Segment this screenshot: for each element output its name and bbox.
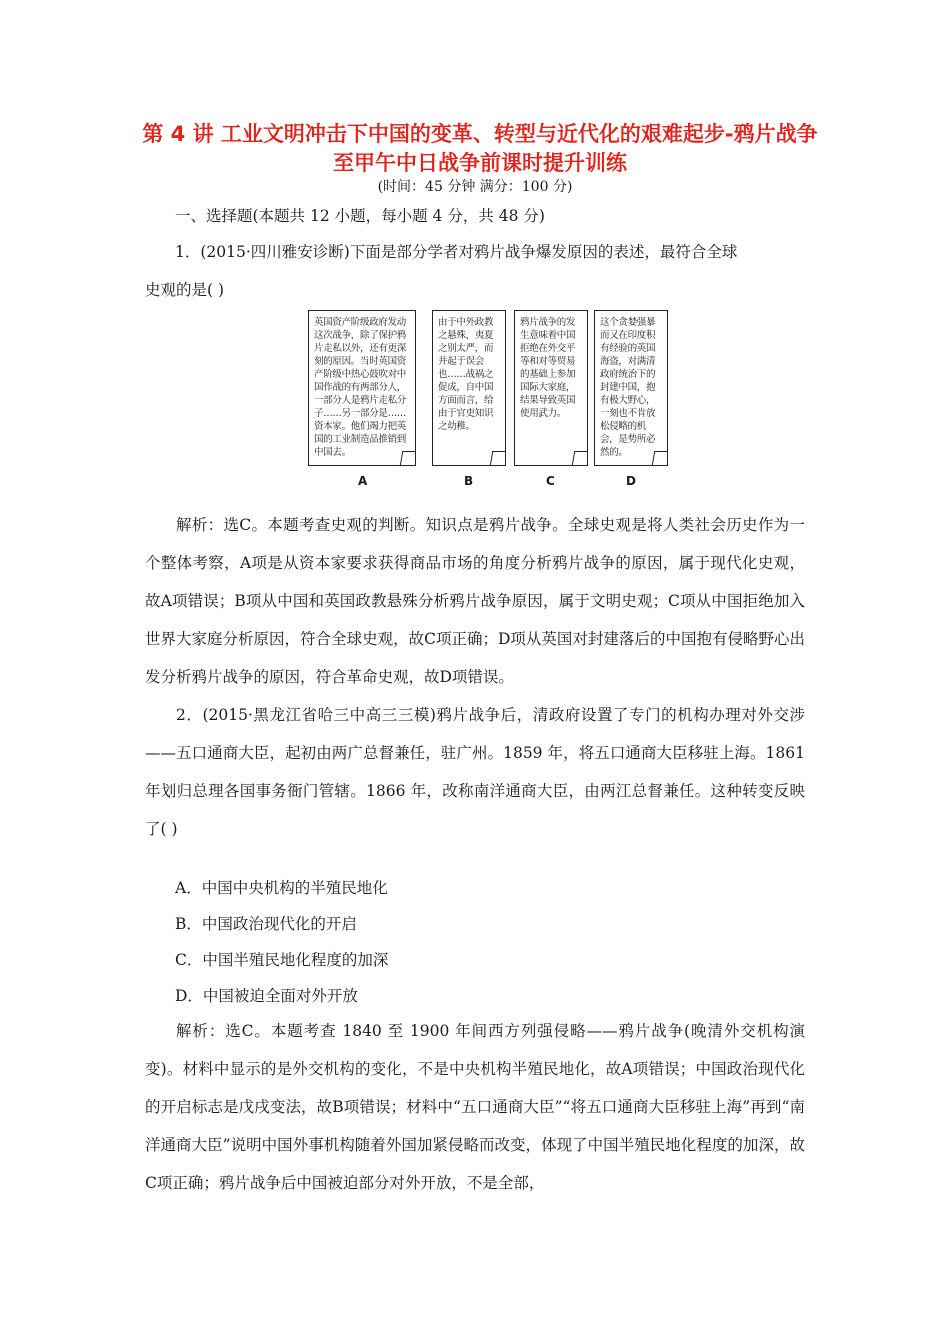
card-d-label: D <box>626 474 636 488</box>
card-c <box>514 310 588 466</box>
q2-option-d: D．中国被迫全面对外开放 <box>175 987 358 1005</box>
q2-option-a: A．中国中央机构的半殖民地化 <box>175 879 388 897</box>
q2-option-b: B．中国政治现代化的开启 <box>175 915 357 933</box>
card-d-text: 这个贪婪强暴而又在印度积有经验的英国海盗，对满清政府统治下的封建中国，抱有极大野心，一刻也不肯放松侵略的机会，是势所必然的。 <box>600 317 656 458</box>
q1-analysis: 解析：选C。本题考查史观的判断。知识点是鸦片战争。全球史观是将人类社会历史作为一个整体考察，A项是从资本家要求获得商品市场的角度分析鸦片战争的原因，属于现代化史观，故A项错误；B项从中国和英国政教悬殊分析鸦片战争原因，属于文明史观；C项从中国拒绝加入世界大家庭分析原因，符合全球史观，故C项正确；D项从英国对封建落后的中国抱有侵略野心出发分析鸦片战争的原因，符合革命史观，故D项错误。 <box>145 516 805 686</box>
q1-stem-line1: 1．(2015·四川雅安诊断)下面是部分学者对鸦片战争爆发原因的表述，最符合全球 <box>175 243 738 261</box>
card-a <box>308 310 416 466</box>
card-d <box>594 310 668 466</box>
section-heading: 一、选择题(本题共 12 小题，每小题 4 分，共 48 分) <box>175 207 545 225</box>
card-fold <box>652 451 668 466</box>
card-fold <box>572 451 588 466</box>
q1-stem-line2: 史观的是( ) <box>145 281 225 299</box>
card-c-text: 鸦片战争的发生意味着中国拒绝在外交平等和对等贸易的基础上参加国际大家庭，结果导致英国使用武力。 <box>520 317 576 419</box>
card-b-label: B <box>464 474 474 488</box>
card-fold <box>400 451 416 466</box>
q1-figure <box>308 310 656 490</box>
card-b-text: 由于中外政教之悬殊，夷夏之别太严，而并起于误会也……战祸之促成，自中国方面而言，给由于官吏知识之幼稚。 <box>438 317 494 432</box>
card-a-label: A <box>358 474 368 488</box>
card-a-text: 英国资产阶级政府发动这次战争，除了保护鸦片走私以外，还有更深刻的原因。当时英国资产阶级中热心鼓吹对中国作战的有两部分人，一部分人是鸦片走私分子……另一部分是……资本家。他们竭力把英国的工业制造品推销到中国去。 <box>314 317 407 458</box>
q2-stem: 2．(2015·黑龙江省哈三中高三三模)鸦片战争后，清政府设置了专门的机构办理对外交涉——五口通商大臣，起初由两广总督兼任，驻广州。1859 年，将五口通商大臣移驻上海。1861 年划归总理各国事务衙门管辖。1866 年，改称南洋通商大臣，由两江总督兼任。这种转变反映了( ) <box>145 706 805 838</box>
page-title: 第 4 讲 工业文明冲击下中国的变革、转型与近代化的艰难起步-鸦片战争至甲午中日战争前课时提升训练 <box>142 122 818 175</box>
card-fold <box>490 451 506 466</box>
q2-analysis: 解析：选C。本题考查 1840 至 1900 年间西方列强侵略——鸦片战争(晚清外交机构演变)。材料中显示的是外交机构的变化，不是中央机构半殖民地化，故A项错误；中国政治现代化的开启标志是戊戌变法，故B项错误；材料中“五口通商大臣”“将五口通商大臣移驻上海”再到“南洋通商大臣”说明中国外事机构随着外国加紧侵略而改变，体现了中国半殖民地化程度的加深，故C项正确；鸦片战争后中国被迫部分对外开放，不是全部， <box>145 1022 805 1192</box>
card-c-label: C <box>546 474 555 488</box>
exam-meta: (时间：45 分钟 满分：100 分) <box>377 179 573 195</box>
q2-option-c: C．中国半殖民地化程度的加深 <box>175 951 389 969</box>
card-b <box>432 310 506 466</box>
